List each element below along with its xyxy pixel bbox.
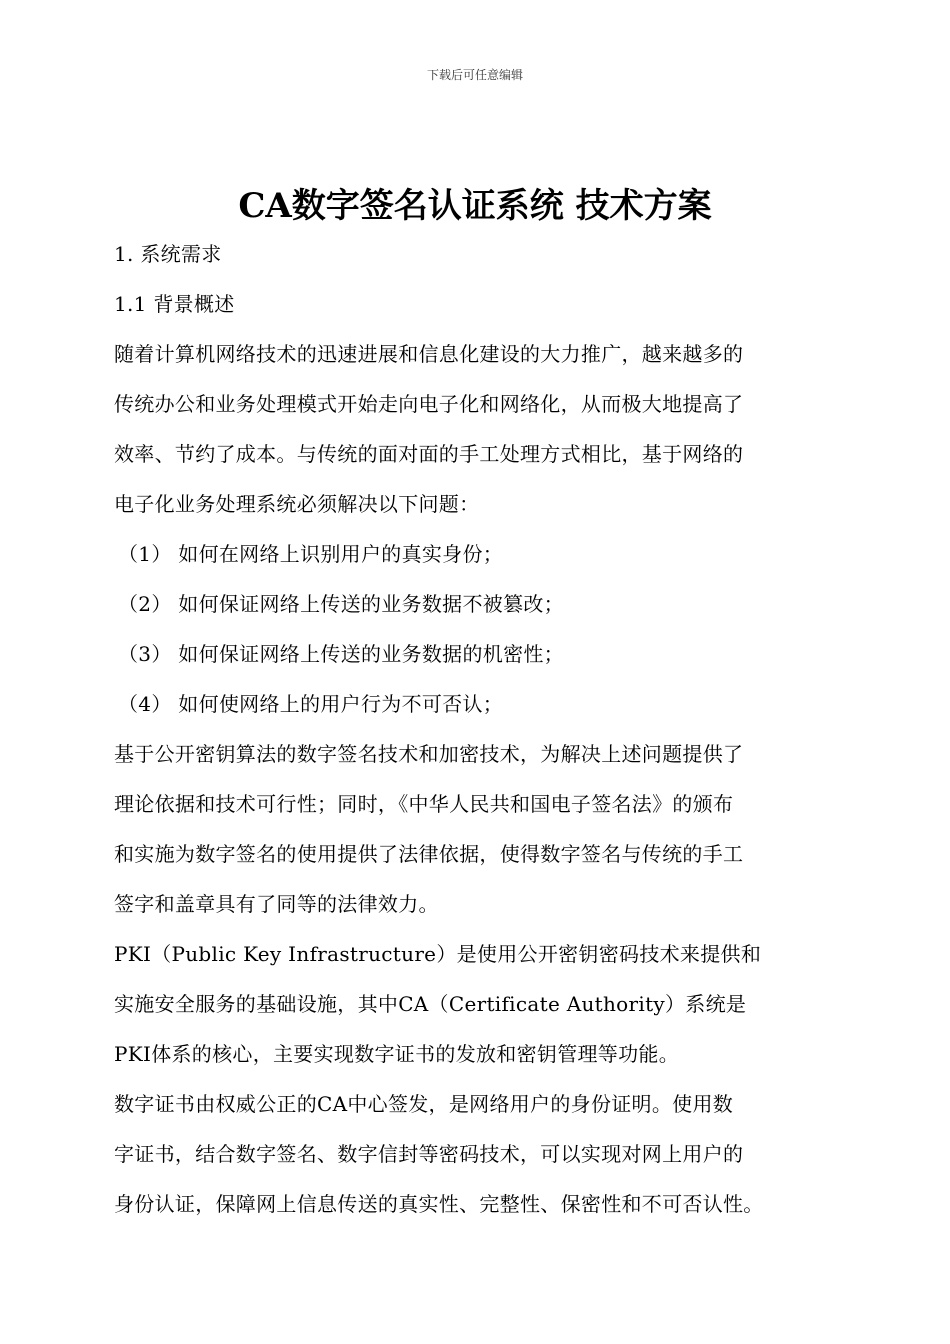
paragraph-line: 身份认证，保障网上信息传送的真实性、完整性、保密性和不可否认性。 bbox=[114, 1192, 764, 1216]
paragraph-line: 和实施为数字签名的使用提供了法律依据，使得数字签名与传统的手工 bbox=[114, 842, 744, 866]
paragraph-line: PKI（Public Key Infrastructure）是使用公开密钥密码技术来提供和 bbox=[114, 942, 762, 966]
subsection-heading: 1.1 背景概述 bbox=[114, 292, 235, 316]
paragraph-line: 实施安全服务的基础设施，其中CA（Certificate Authority）系统是 bbox=[114, 992, 747, 1016]
paragraph-line: 传统办公和业务处理模式开始走向电子化和网络化，从而极大地提高了 bbox=[114, 392, 744, 416]
paragraph-line: 效率、节约了成本。与传统的面对面的手工处理方式相比，基于网络的 bbox=[114, 442, 744, 466]
paragraph-line: 随着计算机网络技术的迅速进展和信息化建设的大力推广，越来越多的 bbox=[114, 342, 744, 366]
paragraph-line: 理论依据和技术可行性；同时，《中华人民共和国电子签名法》的颁布 bbox=[114, 792, 734, 816]
header-note: 下载后可任意编辑 bbox=[426, 68, 523, 82]
list-item: （1） 如何在网络上识别用户的真实身份； bbox=[118, 542, 504, 566]
paragraph-line: 电子化业务处理系统必须解决以下问题： bbox=[114, 492, 480, 516]
list-item: （2） 如何保证网络上传送的业务数据不被篡改； bbox=[118, 592, 564, 616]
paragraph-line: 基于公开密钥算法的数字签名技术和加密技术，为解决上述问题提供了 bbox=[114, 742, 744, 766]
list-item: （3） 如何保证网络上传送的业务数据的机密性； bbox=[118, 642, 564, 666]
paragraph-line: 字证书，结合数字签名、数字信封等密码技术，可以实现对网上用户的 bbox=[114, 1142, 744, 1166]
paragraph-line: PKI体系的核心，主要实现数字证书的发放和密钥管理等功能。 bbox=[114, 1042, 679, 1066]
section-heading: 1. 系统需求 bbox=[114, 242, 222, 266]
paragraph-line: 数字证书由权威公正的CA中心签发，是网络用户的身份证明。使用数 bbox=[114, 1092, 734, 1116]
document-title: CA数字签名认证系统 技术方案 bbox=[238, 186, 712, 226]
paragraph-line: 签字和盖章具有了同等的法律效力。 bbox=[114, 892, 439, 916]
list-item: （4） 如何使网络上的用户行为不可否认； bbox=[118, 692, 504, 716]
